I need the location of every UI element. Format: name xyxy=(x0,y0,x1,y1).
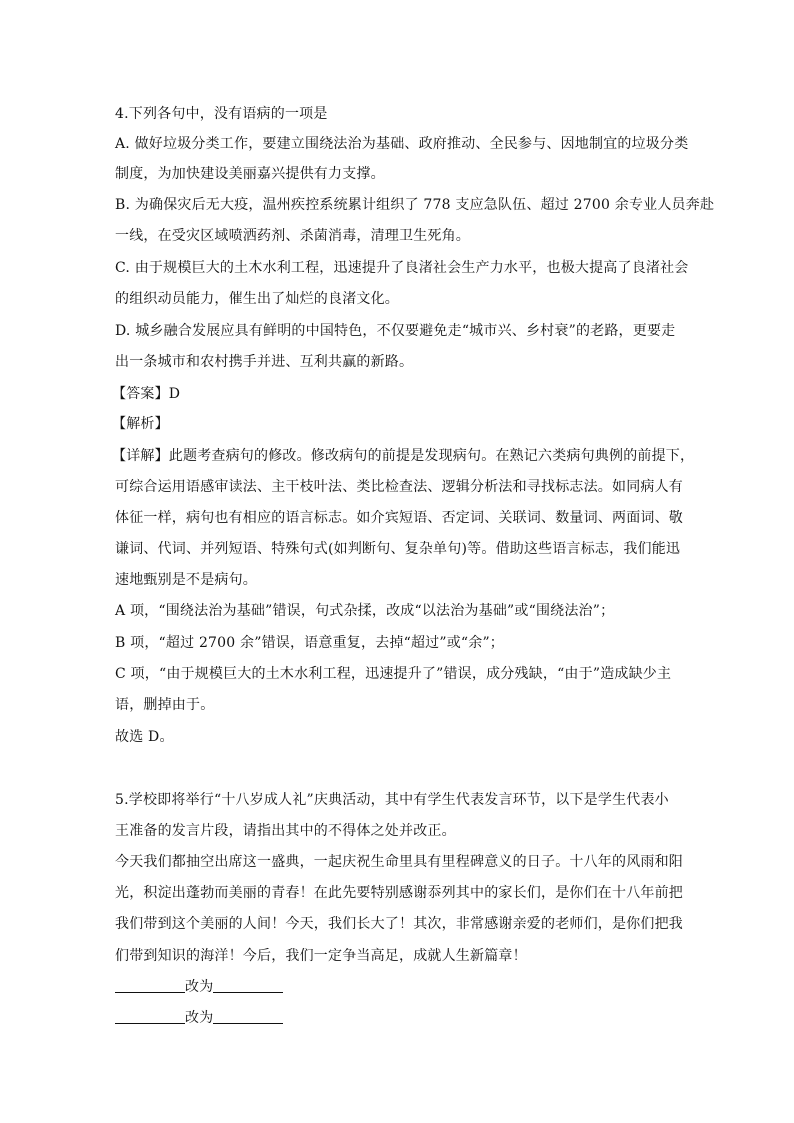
answer-blank-original-2[interactable] xyxy=(115,1009,185,1024)
q5-fill-row-2 xyxy=(115,1008,283,1028)
q4-detail-line-1: 【详解】此题考查病句的修改。修改病句的前提是发现病句。在熟记六类病句典例的前提下， xyxy=(112,448,695,464)
q4-analysis-label: 【解析】 xyxy=(112,416,169,432)
answer-blank-revised-2[interactable] xyxy=(213,1009,283,1024)
q4-option-d-line-2: 出一条城市和农村携手并进、互利共赢的新路。 xyxy=(115,354,414,370)
q4-option-c-line-1: C. 由于规模巨大的土木水利工程，迅速提升了良渚社会生产力水平，也极大提高了良渚社会 xyxy=(115,260,689,276)
answer-blank-original-1[interactable] xyxy=(115,978,185,993)
answer-blank-revised-1[interactable] xyxy=(213,978,283,993)
q4-option-a-line-2: 制度，为加快建设美丽嘉兴提供有力支撑。 xyxy=(115,166,385,182)
q4-stem: 4.下列各句中，没有语病的一项是 xyxy=(115,106,328,122)
q5-speech-line-3: 我们带到这个美丽的人间！今天，我们长大了！其次，非常感谢亲爱的老师们，是你们把我 xyxy=(115,916,683,932)
q4-detail-line-4: 谦词、代词、并列短语、特殊句式(如判断句、复杂单句)等。借助这些语言标志，我们能迅 xyxy=(115,541,681,557)
q4-option-d-line-1: D. 城乡融合发展应具有鲜明的中国特色，不仅要避免走“城市兴、乡村衰”的老路，更要走 xyxy=(115,323,676,339)
q4-item-c-line-1: C 项，“由于规模巨大的土木水利工程，迅速提升了”错误，成分残缺，“由于”造成缺少主 xyxy=(115,666,672,682)
q5-fill-row-1 xyxy=(115,977,283,997)
q4-option-a-line-1: A. 做好垃圾分类工作，要建立围绕法治为基础、政府推动、全民参与、因地制宜的垃圾分类 xyxy=(115,136,689,152)
q5-speech-line-4: 们带到知识的海洋！今后，我们一定争当高足，成就人生新篇章！ xyxy=(115,948,527,964)
q4-option-c-line-2: 的组织动员能力，催生出了灿烂的良渚文化。 xyxy=(115,291,399,307)
fill-label: 改为 xyxy=(185,979,214,995)
q4-option-b-line-2: 一线，在受灾区域喷洒药剂、杀菌消毒，清理卫生死角。 xyxy=(115,228,470,244)
q4-detail-line-5: 速地甄别是不是病句。 xyxy=(115,572,257,588)
q4-option-b-line-1: B. 为确保灾后无大疫，温州疾控系统累计组织了 778 支应急队伍、超过 2700 余专业人员奔赴 xyxy=(115,197,715,213)
q4-answer: 【答案】D xyxy=(112,386,181,402)
fill-label: 改为 xyxy=(185,1010,214,1026)
q4-item-a: A 项，“围绕法治为基础”错误，句式杂揉，改成“以法治为基础”或“围绕法治”； xyxy=(115,603,615,619)
q5-stem-line-2: 王准备的发言片段，请指出其中的不得体之处并改正。 xyxy=(115,823,456,839)
q4-conclusion: 故选 D。 xyxy=(115,729,174,745)
q5-speech-line-2: 光，积淀出蓬勃而美丽的青春！在此先要特别感谢忝列其中的家长们，是你们在十八年前把 xyxy=(115,885,683,901)
q5-speech-line-1: 今天我们都抽空出席这一盛典，一起庆祝生命里具有里程碑意义的日子。十八年的风雨和阳 xyxy=(115,854,683,870)
q4-item-c-line-2: 语，删掉由于。 xyxy=(115,697,215,713)
q4-detail-line-3: 体征一样，病句也有相应的语言标志。如介宾短语、否定词、关联词、数量词、两面词、敬 xyxy=(115,510,683,526)
q4-detail-line-2: 可综合运用语感审读法、主干枝叶法、类比检查法、逻辑分析法和寻找标志法。如同病人有 xyxy=(115,479,683,495)
q5-stem-line-1: 5.学校即将举行“十八岁成人礼”庆典活动，其中有学生代表发言环节，以下是学生代表小 xyxy=(115,792,669,808)
q4-item-b: B 项，“超过 2700 余”错误，语意重复，去掉“超过”或“余”； xyxy=(115,635,505,651)
